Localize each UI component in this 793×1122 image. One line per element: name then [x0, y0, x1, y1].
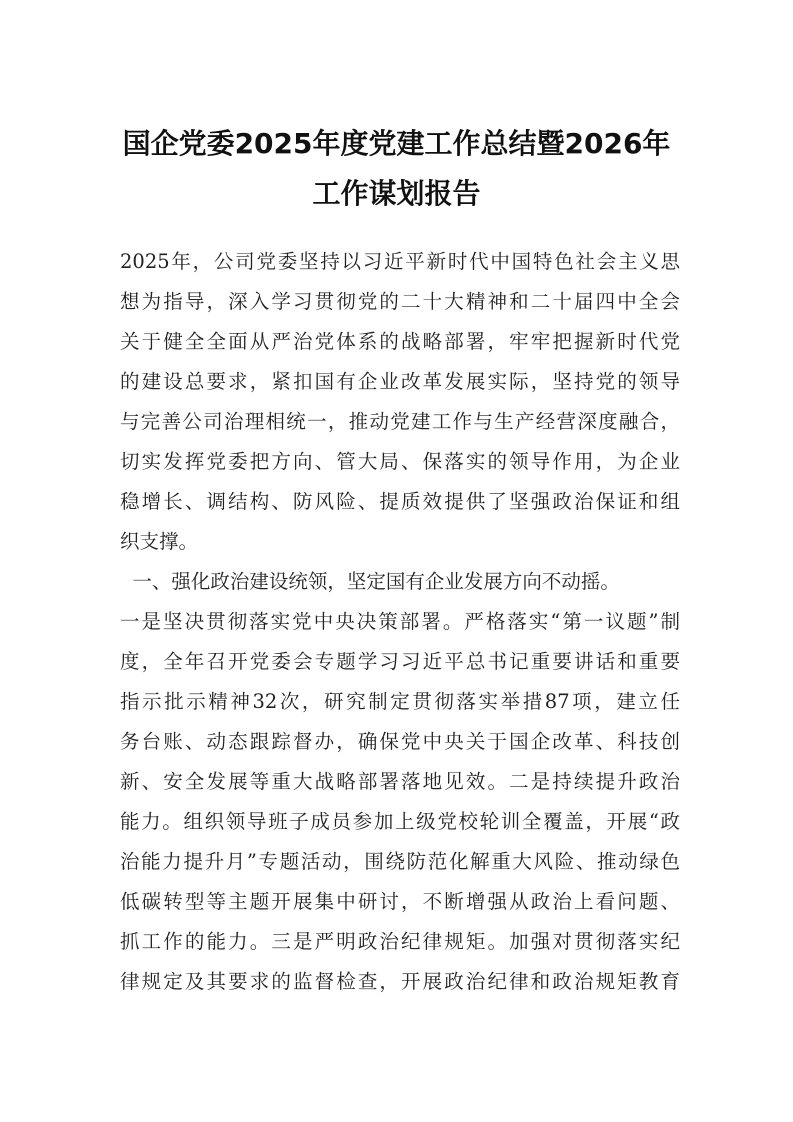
- document-title-line-1: 国企党委2025年度党建工作总结暨2026年: [122, 127, 671, 160]
- paragraph-line: 织支撑。: [120, 530, 199, 553]
- document-body: [120, 242, 680, 1002]
- paragraph-line: 的建设总要求，紧扣国有企业改革发展实际，坚持党的领导: [120, 370, 680, 393]
- paragraph-line: 律规定及其要求的监督检查，开展政治纪律和政治规矩教育: [120, 970, 680, 993]
- document-title-line-2: 工作谋划报告: [312, 177, 481, 210]
- paragraph-line: 稳增长、调结构、防风险、提质效提供了坚强政治保证和组: [120, 490, 680, 513]
- paragraph-line: 抓工作的能力。三是严明政治纪律规矩。加强对贯彻落实纪: [120, 930, 680, 953]
- paragraph-line: 切实发挥党委把方向、管大局、保落实的领导作用，为企业: [120, 450, 680, 473]
- paragraph-line: 2025年，公司党委坚持以习近平新时代中国特色社会主义思: [120, 250, 680, 273]
- paragraph-line: 度，全年召开党委会专题学习习近平总书记重要讲话和重要: [120, 650, 680, 673]
- paragraph-line: 低碳转型等主题开展集中研讨，不断增强从政治上看问题、: [120, 890, 680, 913]
- paragraph-line: 关于健全全面从严治党体系的战略部署，牢牢把握新时代党: [120, 330, 680, 353]
- paragraph-line: 新、安全发展等重大战略部署落地见效。二是持续提升政治: [120, 770, 680, 793]
- section-heading: 一、强化政治建设统领，坚定国有企业发展方向不动摇。: [120, 570, 620, 593]
- paragraph-line: 与完善公司治理相统一，推动党建工作与生产经营深度融合，: [120, 410, 680, 433]
- paragraph-line: 指示批示精神32次，研究制定贯彻落实举措87项，建立任: [120, 690, 680, 713]
- paragraph-line: 一是坚决贯彻落实党中央决策部署。严格落实“第一议题”制: [120, 610, 680, 633]
- paragraph-line: 想为指导，深入学习贯彻党的二十大精神和二十届四中全会: [120, 290, 680, 313]
- paragraph-line: 务台账、动态跟踪督办，确保党中央关于国企改革、科技创: [120, 730, 680, 753]
- paragraph-line: 能力。组织领导班子成员参加上级党校轮训全覆盖，开展“政: [120, 810, 680, 833]
- paragraph-line: 治能力提升月”专题活动，围绕防范化解重大风险、推动绿色: [120, 850, 680, 873]
